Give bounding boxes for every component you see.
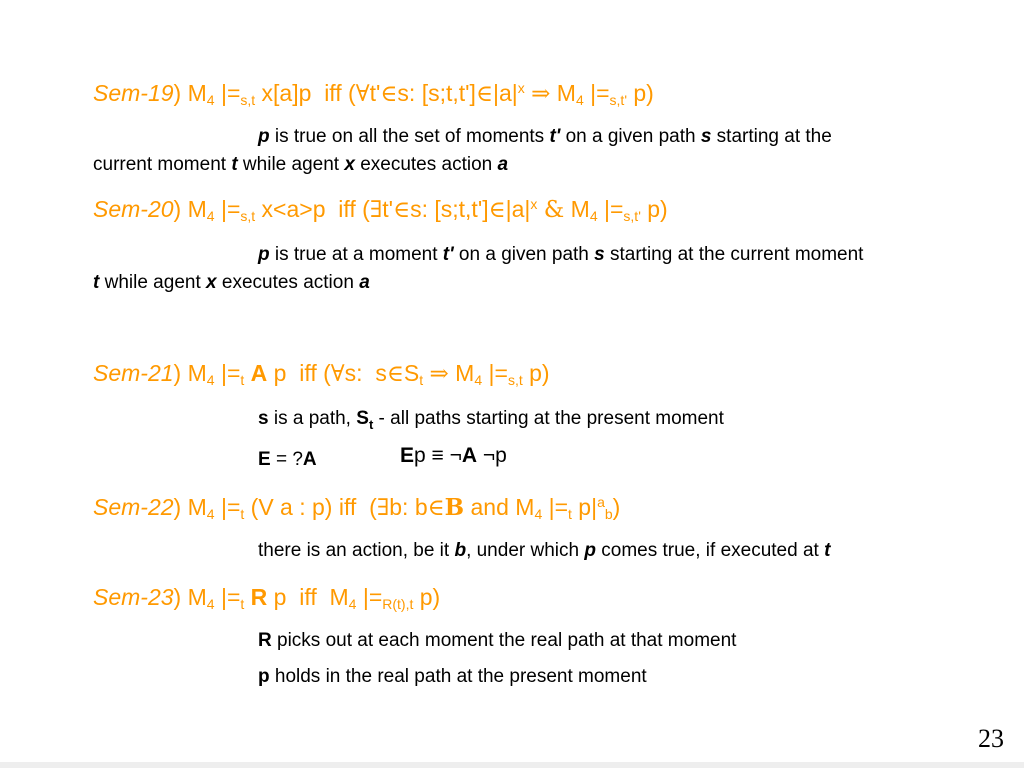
term-a: a bbox=[497, 154, 509, 175]
desc-text: = ? bbox=[270, 449, 303, 470]
desc-21-equivalence bbox=[400, 444, 507, 468]
desc-text: comes true, if executed at bbox=[595, 540, 825, 561]
term-E: E bbox=[258, 449, 271, 470]
term-s: s bbox=[700, 126, 712, 147]
desc-text: on a given path bbox=[560, 126, 701, 147]
desc-text: picks out at each moment the real path at that moment bbox=[271, 630, 737, 651]
desc-text: on a given path bbox=[453, 244, 595, 265]
desc-text: while agent bbox=[237, 154, 345, 175]
term-t: t bbox=[824, 540, 831, 561]
desc-21-line2 bbox=[258, 449, 317, 471]
rule-label: Sem-22 bbox=[93, 494, 174, 520]
desc-19-line2 bbox=[93, 154, 508, 176]
rule-sem-20 bbox=[93, 196, 668, 223]
desc-text: is true at a moment bbox=[269, 244, 443, 265]
term-b: b bbox=[454, 540, 467, 561]
rule-label: Sem-19 bbox=[93, 80, 174, 106]
desc-20-line1 bbox=[258, 244, 863, 266]
rule-paren: ) bbox=[173, 494, 182, 520]
desc-text: holds in the real path at the present moment bbox=[269, 666, 647, 687]
rule-formula: $M_4$ $|=_{s,t}$ x[a]p iff (∀t'∈s: $[s;t,t']\in|a|^x$ ⇒ $M_4$ $|=_{s,t'}$ p) bbox=[187, 80, 654, 108]
page-number: 23 bbox=[978, 724, 1004, 753]
desc-text: starting at the current moment bbox=[604, 244, 864, 265]
rule-sem-21 bbox=[93, 360, 550, 387]
desc-21-line1 bbox=[258, 408, 724, 432]
desc-text: - all paths starting at the present moment bbox=[373, 408, 724, 429]
term-R: R bbox=[258, 630, 272, 651]
rule-formula: $M_4$ $|=_t$ (V a : p) iff (∃b: b∈B and $M_4$ $|=_t$ $p|^a_b$) bbox=[187, 494, 621, 522]
desc-text: ¬p bbox=[477, 444, 507, 467]
rule-sem-22 bbox=[93, 494, 620, 521]
desc-text: , under which bbox=[466, 540, 585, 561]
rule-sem-19 bbox=[93, 80, 654, 107]
desc-text: is a path, bbox=[268, 408, 357, 429]
term-t-sub: t bbox=[368, 416, 374, 432]
term-x: x bbox=[206, 272, 217, 293]
term-a: a bbox=[359, 272, 370, 293]
desc-text: executes action bbox=[216, 272, 360, 293]
term-p: p bbox=[258, 244, 270, 265]
rule-label: Sem-20 bbox=[93, 196, 174, 222]
rule-formula: $M_4$ $|=_t$ A p iff (∀s: $s\in S_t$ ⇒ $M_4$ $|=_{s,t}$ p) bbox=[187, 360, 550, 388]
rule-formula: $M_4$ $|=_{s,t}$ x<a>p iff (∃t'∈s: $[s;t,t']\in|a|^x$ & $M_4$ $|=_{s,t'}$ p) bbox=[187, 196, 668, 224]
desc-text: starting at the bbox=[711, 126, 832, 147]
desc-23-line1 bbox=[258, 630, 736, 652]
desc-text: p ≡ ¬ bbox=[414, 444, 462, 467]
term-x: x bbox=[344, 154, 355, 175]
term-s: s bbox=[594, 244, 605, 265]
term-s: s bbox=[258, 408, 269, 429]
rule-paren: ) bbox=[173, 360, 182, 386]
rule-paren: ) bbox=[173, 196, 182, 222]
term-p: p bbox=[258, 666, 270, 687]
rule-label: Sem-23 bbox=[93, 584, 174, 610]
desc-text: while agent bbox=[99, 272, 207, 293]
term-t-prime: t' bbox=[442, 244, 454, 265]
term-t-prime: t' bbox=[549, 126, 561, 147]
desc-text: is true on all the set of moments bbox=[269, 126, 550, 147]
desc-text: current moment bbox=[93, 154, 232, 175]
rule-label: Sem-21 bbox=[93, 360, 174, 386]
term-A: A bbox=[302, 449, 317, 470]
desc-20-line2 bbox=[93, 272, 370, 294]
term-t: t bbox=[93, 272, 100, 293]
rule-paren: ) bbox=[173, 80, 182, 106]
term-E: E bbox=[400, 444, 415, 467]
term-p: p bbox=[584, 540, 596, 561]
rule-sem-23 bbox=[93, 584, 440, 611]
desc-text: there is an action, be it bbox=[258, 540, 455, 561]
desc-text: executes action bbox=[354, 154, 498, 175]
desc-23-line2 bbox=[258, 666, 647, 688]
term-t: t bbox=[231, 154, 238, 175]
rule-formula: $M_4$ $|=_t$ R p iff $M_4$ $|=_{R(t),t}$ p) bbox=[187, 584, 441, 612]
desc-19-line1 bbox=[258, 126, 832, 148]
bottom-divider bbox=[0, 762, 1024, 768]
term-A: A bbox=[461, 444, 478, 467]
rule-paren: ) bbox=[173, 584, 182, 610]
term-p: p bbox=[258, 126, 270, 147]
desc-22 bbox=[258, 540, 830, 562]
term-S: S bbox=[356, 408, 369, 429]
